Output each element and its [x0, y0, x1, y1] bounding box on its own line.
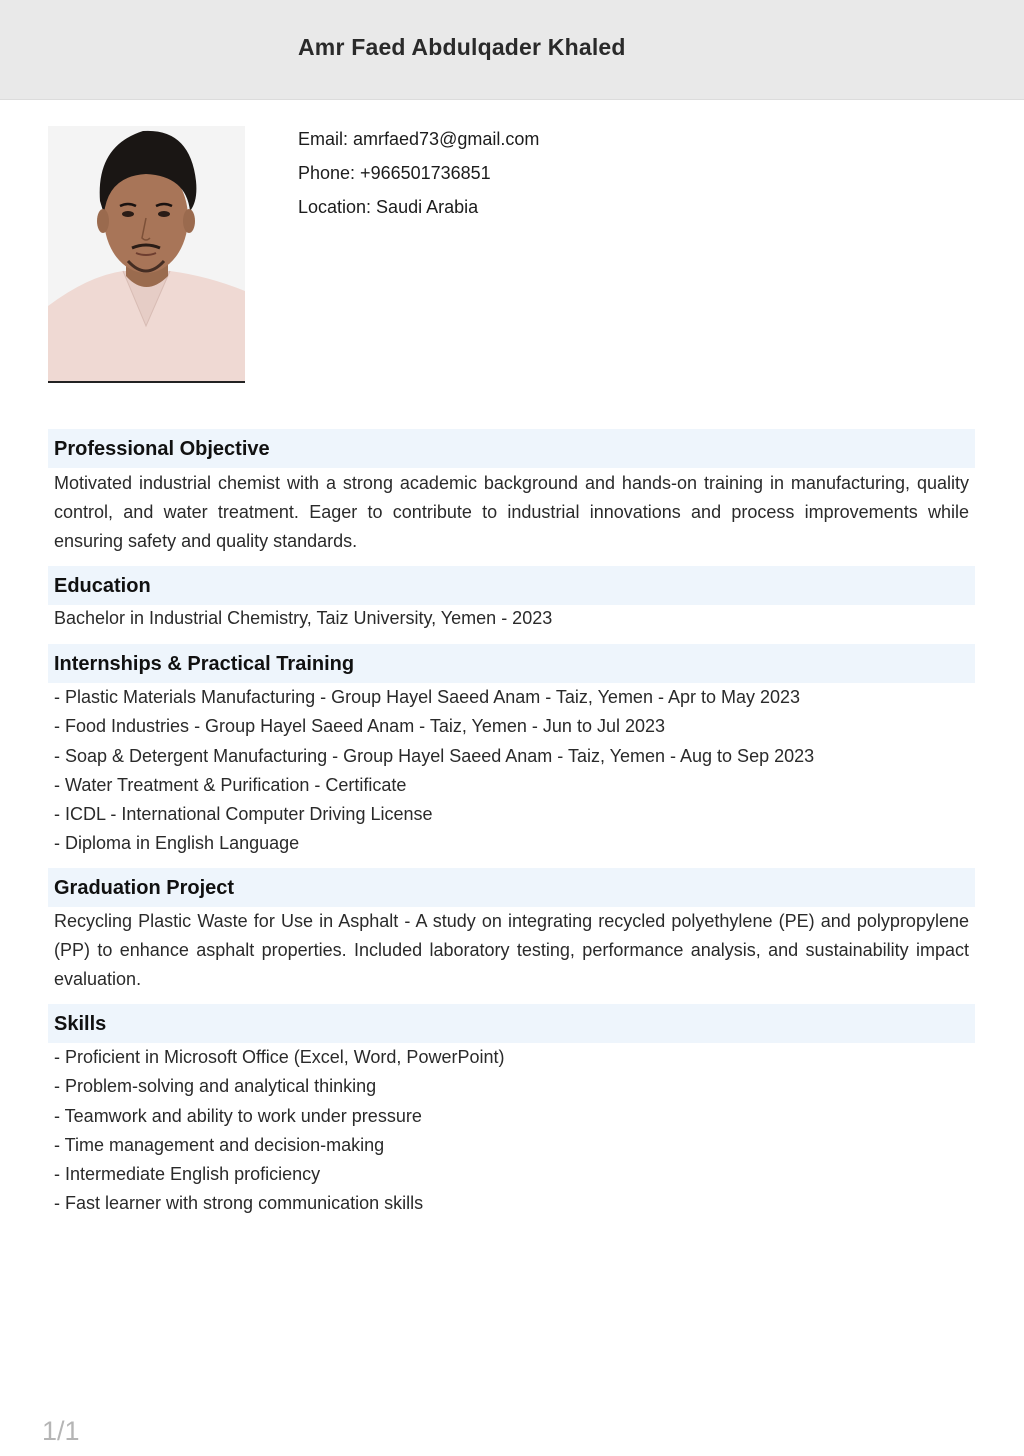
list-item: - Fast learner with strong communication skills: [54, 1193, 424, 1214]
contact-info: [298, 128, 539, 230]
education-text: Bachelor in Industrial Chemistry, Taiz University, Yemen - 2023: [54, 608, 553, 628]
internships-heading: [48, 644, 975, 683]
location-text: Location: Saudi Arabia: [298, 197, 479, 217]
list-item: - Plastic Materials Manufacturing - Group Hayel Saeed Anam - Taiz, Yemen - Apr to May 2023: [54, 687, 801, 707]
project-heading: [48, 868, 975, 907]
list-item: - Soap & Detergent Manufacturing - Group Hayel Saeed Anam - Taiz, Yemen - Aug to Sep 2023: [54, 745, 815, 766]
project-text: Recycling Plastic Waste for Use in Asphalt - A study on integrating recycled polyethylene (PE) and polypropylene (PP) to enhance asphalt properties. Included laboratory testing, performance analysis, and sustainability impact evaluation.: [54, 911, 969, 989]
objective-heading-label: Professional Objective: [54, 438, 270, 460]
objective-text: Motivated industrial chemist with a strong academic background and hands-on training in manufacturing, quality control, and water treatment. Eager to contribute to industrial innovations and process improvements while ensuring safety and quality standards.: [54, 473, 969, 551]
list-item: - Intermediate English proficiency: [54, 1164, 321, 1185]
project-heading-label: Graduation Project: [54, 877, 235, 899]
profile-photo-image: [48, 126, 245, 381]
profile-photo: [48, 126, 245, 383]
list-item: - Teamwork and ability to work under pressure: [54, 1105, 422, 1126]
list-item: - Water Treatment & Purification - Certificate: [54, 774, 407, 795]
email-text: Email: amrfaed73@gmail.com: [298, 129, 540, 149]
skills-list: [54, 1046, 969, 1222]
phone-text: Phone: +966501736851: [298, 163, 491, 183]
page-indicator: 1/1: [42, 1416, 80, 1446]
list-item: - Proficient in Microsoft Office (Excel, Word, PowerPoint): [54, 1047, 505, 1067]
objective-heading: [48, 429, 975, 468]
list-item: - Diploma in English Language: [54, 833, 300, 854]
list-item: - Food Industries - Group Hayel Saeed Anam - Taiz, Yemen - Jun to Jul 2023: [54, 716, 666, 737]
skills-heading-label: Skills: [54, 1013, 107, 1035]
list-item: - ICDL - International Computer Driving License: [54, 804, 433, 825]
list-item: - Time management and decision-making: [54, 1134, 385, 1155]
list-item: - Problem-solving and analytical thinking: [54, 1076, 377, 1097]
header-bar: [0, 0, 1024, 100]
education-heading: [48, 566, 975, 605]
candidate-name: Amr Faed Abdulqader Khaled: [298, 34, 626, 60]
internships-list: [54, 686, 969, 862]
skills-heading: [48, 1004, 975, 1043]
education-heading-label: Education: [54, 575, 151, 597]
internships-heading-label: Internships & Practical Training: [54, 653, 355, 675]
